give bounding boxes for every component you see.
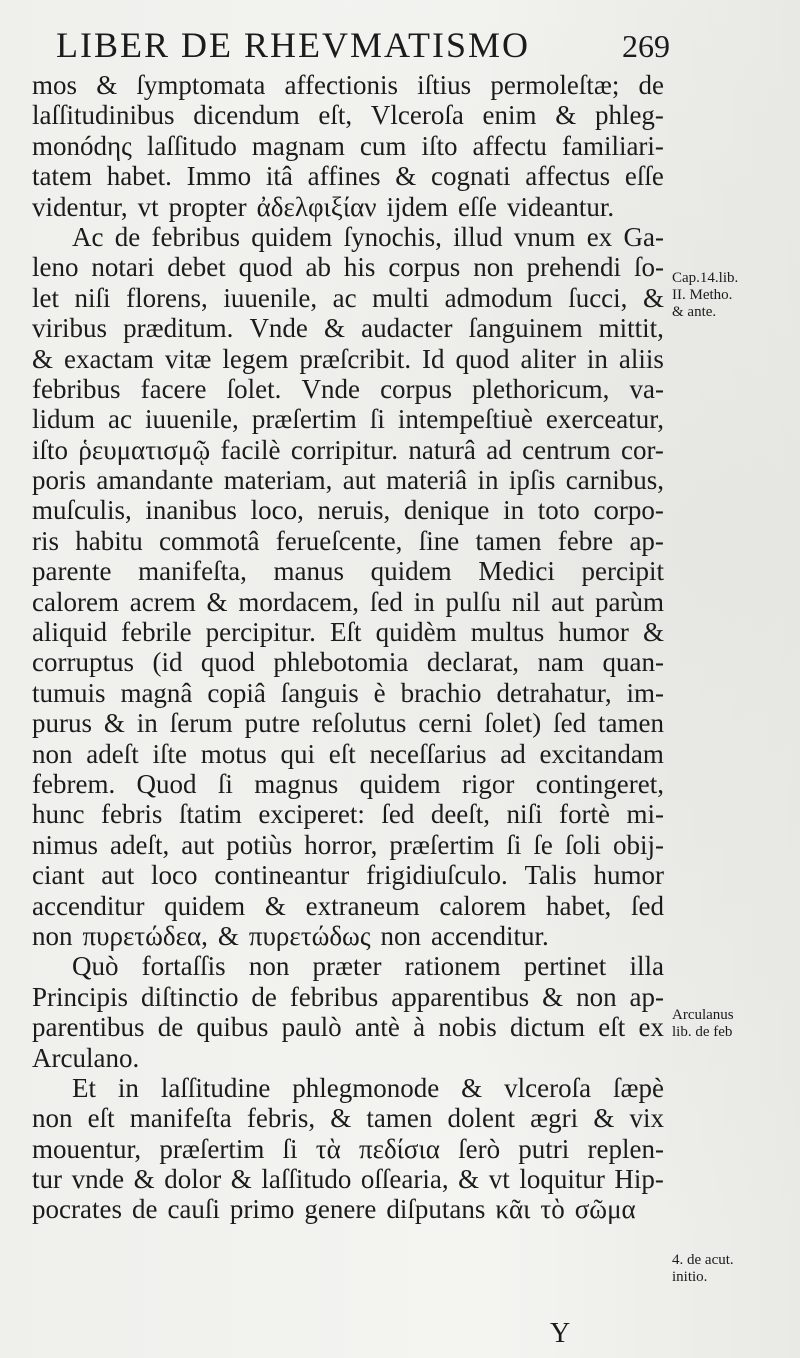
running-title: LIBER DE RHEVMATISMO [56, 25, 531, 65]
text-line: ciant aut loco contineantur frigidiuſculo. Talis humor [32, 860, 664, 891]
text-line: calorem acrem & mordacem, ſed in pulſu nil aut parùm [32, 586, 664, 617]
text-line: Quò fortaſſis non præter rationem pertinet illa [72, 951, 664, 982]
text-line: laſſitudinibus dicendum eſt, Vlceroſa enim & phleg- [32, 100, 664, 131]
text-line: lidum ac iuuenile, præſertim ſi intempeſtiuè exerceatur, [32, 404, 664, 435]
text-line: febribus facere ſolet. Vnde corpus plethoricum, va- [32, 373, 664, 404]
text-line: purus & in ſerum putre reſolutus cerni ſolet) ſed tamen [32, 708, 664, 739]
margin-note-cap14: Cap.14.lib. II. Metho. & ante. [672, 270, 739, 320]
text-line: Et in laſſitudine phlegmonode & vlceroſa ſæpè [72, 1072, 664, 1103]
text-line: Principis diſtinctio de febribus apparentibus & non ap- [32, 981, 664, 1012]
text-line: mouentur, præſertim ſi τὰ πεδίσια ſerò putri replen- [32, 1133, 664, 1164]
text-line: non eſt manifeſta febris, & tamen dolent ægri & vix [32, 1103, 664, 1134]
text-line: accenditur quidem & extraneum calorem habet, ſed [32, 890, 664, 921]
text-line: tatem habet. Immo itâ affines & cognati affectus eſſe [32, 161, 664, 192]
text-line: ris habitu commotâ ferueſcente, ſine tamen febre ap- [32, 525, 664, 556]
text-line: muſculis, inanibus loco, neruis, denique in toto corpo- [32, 495, 664, 526]
text-line: non adeſt iſte motus qui eſt neceſſarius ad excitandam [32, 738, 664, 769]
text-line: tumuis magnâ copiâ ſanguis è brachio detrahatur, im- [32, 677, 664, 708]
text-line: aliquid febrile percipitur. Eſt quidèm multus humor & [32, 617, 664, 648]
margin-note-acut: 4. de acut. initio. [672, 1252, 734, 1285]
page-number: 269 [622, 28, 670, 64]
text-line: hunc febris ſtatim exciperet: ſed deeſt, niſi fortè mi- [32, 799, 664, 830]
text-line: leno notari debet quod ab his corpus non prehendi ſo- [32, 252, 664, 283]
text-line: let niſi florens, iuuenile, ac multi admodum ſucci, & [32, 282, 664, 313]
page-header [40, 20, 670, 70]
text-line: videntur, vt propter ἀδελφιξίαν ijdem eſſe videantur. [32, 191, 615, 222]
signature-mark: Y [550, 1318, 571, 1349]
text-line: iſto ῥευματισμῷ facilè corripitur. naturâ ad centrum cor- [32, 434, 664, 465]
text-line: corruptus (id quod phlebotomia declarat, nam quan- [32, 647, 664, 678]
margin-note-arculanus: Arculanus lib. de feb [672, 1007, 734, 1040]
text-line: parente manifeſta, manus quidem Medici percipit [32, 556, 664, 587]
text-line: Ac de febribus quidem ſynochis, illud vnum ex Ga- [72, 221, 664, 252]
text-line: & exactam vitæ legem præſcribit. Id quod aliter in aliis [32, 343, 664, 374]
text-line: Arculano. [32, 1042, 140, 1073]
text-line: parentibus de quibus paulò antè à nobis dictum eſt ex [32, 1012, 664, 1043]
text-line: non πυρετώδεα, & πυρετώδως non accenditur. [32, 920, 549, 951]
text-line: viribus præditum. Vnde & audacter ſanguinem mittit, [32, 313, 664, 344]
text-line: febrem. Quod ſi magnus quidem rigor contingeret, [32, 768, 664, 799]
text-line: poris amandante materiam, aut materiâ in ipſis carnibus, [32, 465, 664, 496]
text-line: nimus adeſt, aut potiùs horror, præſertim ſi ſe ſoli obij- [32, 829, 664, 860]
text-line: mos & ſymptomata affectionis iſtius permoleſtæ; de [32, 70, 664, 100]
text-line: monódης laſſitudo magnam cum iſto affectu familiari- [32, 130, 664, 161]
text-line: pocrates de cauſi primo genere diſputans κᾶι τὸ σῶμα [32, 1194, 636, 1225]
body-text [32, 70, 664, 1225]
text-line: tur vnde & dolor & laſſitudo oſſearia, & vt loquitur Hip- [32, 1164, 664, 1195]
